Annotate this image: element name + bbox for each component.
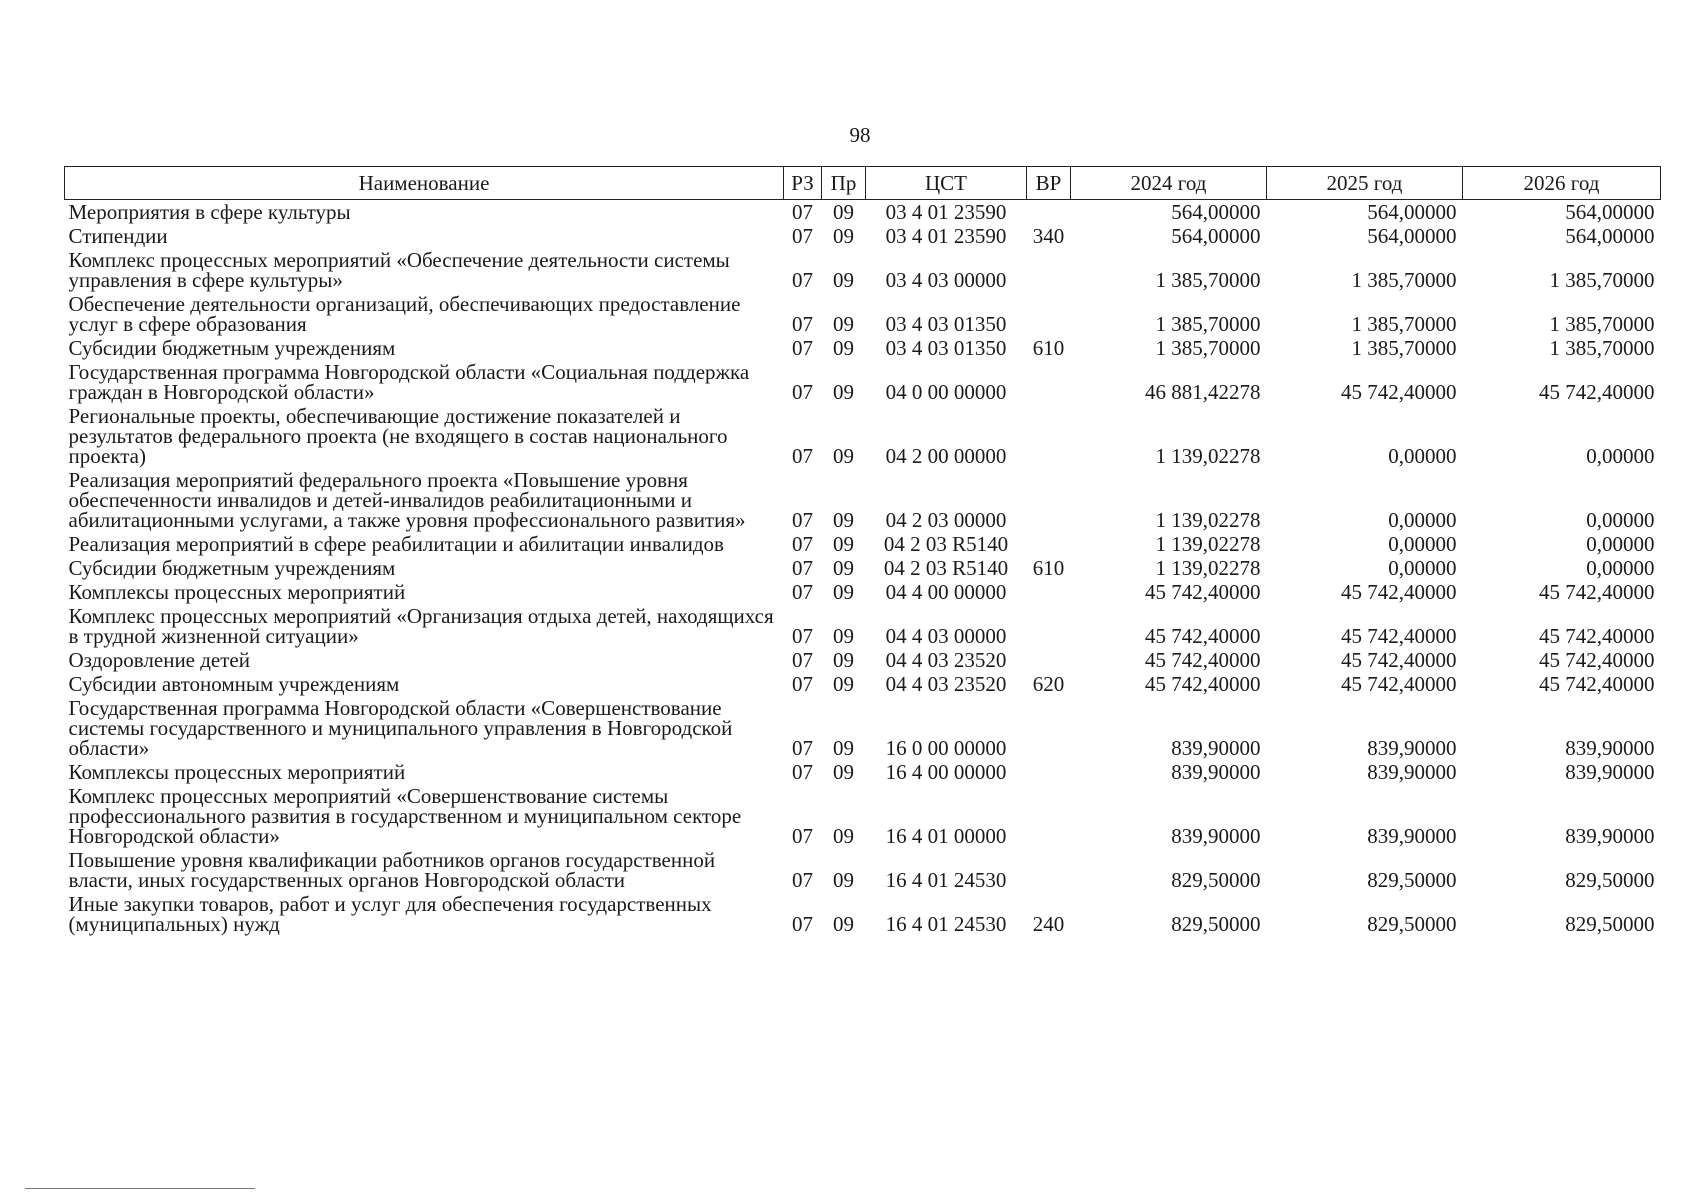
cell-2026: 1 385,70000 bbox=[1549, 268, 1655, 292]
cell-2024: 45 742,40000 bbox=[1145, 624, 1261, 648]
cell-2024: 1 139,02278 bbox=[1155, 532, 1261, 556]
cell-rz: 07 bbox=[792, 556, 813, 580]
cell-vr bbox=[1027, 848, 1071, 892]
cell-pr: 09 bbox=[833, 760, 854, 784]
table-row bbox=[65, 784, 1661, 848]
cell-2025: 1 385,70000 bbox=[1351, 336, 1457, 360]
cell-2024: 1 139,02278 bbox=[1155, 508, 1261, 532]
cell-cst: 03 4 03 01350 bbox=[885, 312, 1007, 336]
cell-name: Комплекс процессных мероприятий «Обеспечение деятельности системы управления в сфере культуры» bbox=[68, 248, 730, 292]
header-cst: ЦСТ bbox=[866, 167, 1027, 200]
cell-2026: 0,00000 bbox=[1586, 508, 1655, 532]
cell-rz: 07 bbox=[792, 912, 813, 936]
cell-2026: 839,90000 bbox=[1565, 824, 1655, 848]
cell-rz: 07 bbox=[792, 200, 813, 224]
cell-rz: 07 bbox=[792, 824, 813, 848]
cell-name: Комплекс процессных мероприятий «Совершенствование системы профессионального развития в государственном и муниципальном секторе Новгородской области» bbox=[68, 784, 742, 848]
cell-2024: 1 385,70000 bbox=[1155, 312, 1261, 336]
header-2026: 2026 год bbox=[1463, 167, 1661, 200]
cell-vr bbox=[1027, 468, 1071, 532]
cell-cst: 04 4 03 00000 bbox=[885, 624, 1007, 648]
table-row bbox=[65, 404, 1661, 468]
cell-vr bbox=[1027, 648, 1071, 672]
cell-rz: 07 bbox=[792, 268, 813, 292]
cell-cst: 03 4 03 01350 bbox=[885, 336, 1007, 360]
cell-cst: 04 2 00 00000 bbox=[885, 444, 1007, 468]
cell-2026: 45 742,40000 bbox=[1539, 624, 1655, 648]
cell-name: Комплексы процессных мероприятий bbox=[68, 760, 406, 784]
cell-name: Субсидии бюджетным учреждениям bbox=[68, 336, 396, 360]
cell-pr: 09 bbox=[833, 444, 854, 468]
cell-pr: 09 bbox=[833, 268, 854, 292]
cell-cst: 16 4 01 00000 bbox=[885, 824, 1007, 848]
cell-rz: 07 bbox=[792, 580, 813, 604]
cell-2025: 1 385,70000 bbox=[1351, 312, 1457, 336]
cell-2025: 1 385,70000 bbox=[1351, 268, 1457, 292]
cell-pr: 09 bbox=[833, 312, 854, 336]
cell-pr: 09 bbox=[833, 224, 854, 248]
cell-2024: 1 385,70000 bbox=[1155, 268, 1261, 292]
cell-2025: 564,00000 bbox=[1367, 224, 1457, 248]
header-2024: 2024 год bbox=[1071, 167, 1267, 200]
cell-2025: 0,00000 bbox=[1388, 532, 1457, 556]
cell-pr: 09 bbox=[833, 556, 854, 580]
table-row bbox=[65, 892, 1661, 936]
cell-2024: 46 881,42278 bbox=[1145, 380, 1261, 404]
cell-2024: 839,90000 bbox=[1171, 736, 1261, 760]
cell-2026: 1 385,70000 bbox=[1549, 336, 1655, 360]
cell-rz: 07 bbox=[792, 648, 813, 672]
cell-2026: 45 742,40000 bbox=[1539, 648, 1655, 672]
table-row bbox=[65, 848, 1661, 892]
cell-pr: 09 bbox=[833, 336, 854, 360]
cell-cst: 04 0 00 00000 bbox=[885, 380, 1007, 404]
cell-name: Мероприятия в сфере культуры bbox=[68, 200, 351, 224]
cell-rz: 07 bbox=[792, 532, 813, 556]
cell-rz: 07 bbox=[792, 760, 813, 784]
header-name: Наименование bbox=[65, 167, 784, 200]
cell-2024: 829,50000 bbox=[1171, 868, 1261, 892]
cell-vr bbox=[1027, 760, 1071, 784]
cell-pr: 09 bbox=[833, 912, 854, 936]
cell-2024: 1 139,02278 bbox=[1155, 556, 1261, 580]
cell-name: Реализация мероприятий федерального проекта «Повышение уровня обеспеченности инвалидов и детей-инвалидов реабилитационными и абилитационными услугами, а также уровня профессионального развития» bbox=[68, 468, 746, 532]
cell-vr bbox=[1027, 292, 1071, 336]
cell-cst: 03 4 03 00000 bbox=[885, 268, 1007, 292]
table-row bbox=[65, 468, 1661, 532]
cell-2025: 839,90000 bbox=[1367, 824, 1457, 848]
cell-2025: 45 742,40000 bbox=[1341, 380, 1457, 404]
cell-rz: 07 bbox=[792, 868, 813, 892]
cell-2025: 564,00000 bbox=[1367, 200, 1457, 224]
cell-cst: 04 2 03 R5140 bbox=[883, 532, 1009, 556]
cell-cst: 04 2 03 00000 bbox=[885, 508, 1007, 532]
cell-vr bbox=[1027, 360, 1071, 404]
table-row bbox=[65, 360, 1661, 404]
cell-2024: 839,90000 bbox=[1171, 760, 1261, 784]
header-pr: Пр bbox=[822, 167, 866, 200]
cell-pr: 09 bbox=[833, 868, 854, 892]
cell-name: Государственная программа Новгородской области «Социальная поддержка граждан в Новгородской области» bbox=[68, 360, 750, 404]
cell-rz: 07 bbox=[792, 312, 813, 336]
cell-name: Комплекс процессных мероприятий «Организация отдыха детей, находящихся в трудной жизненной ситуации» bbox=[68, 604, 774, 648]
cell-rz: 07 bbox=[792, 508, 813, 532]
cell-2025: 0,00000 bbox=[1388, 508, 1457, 532]
table-row bbox=[65, 248, 1661, 292]
cell-vr bbox=[1027, 580, 1071, 604]
cell-pr: 09 bbox=[833, 508, 854, 532]
cell-pr: 09 bbox=[833, 532, 854, 556]
cell-name: Региональные проекты, обеспечивающие достижение показателей и результатов федерального проекта (не входящего в состав национального проекта) bbox=[68, 404, 728, 468]
cell-2024: 1 139,02278 bbox=[1155, 444, 1261, 468]
cell-rz: 07 bbox=[792, 672, 813, 696]
cell-cst: 04 4 03 23520 bbox=[885, 648, 1007, 672]
table-row bbox=[65, 556, 1661, 580]
cell-name: Комплексы процессных мероприятий bbox=[68, 580, 406, 604]
cell-vr: 610 bbox=[1032, 336, 1065, 360]
header-vr: ВР bbox=[1027, 167, 1071, 200]
cell-vr: 340 bbox=[1032, 224, 1065, 248]
cell-2025: 839,90000 bbox=[1367, 760, 1457, 784]
cell-2025: 45 742,40000 bbox=[1341, 648, 1457, 672]
page-number: 98 bbox=[849, 123, 871, 147]
cell-cst: 04 4 00 00000 bbox=[885, 580, 1007, 604]
cell-cst: 16 0 00 00000 bbox=[885, 736, 1007, 760]
cell-2024: 564,00000 bbox=[1171, 224, 1261, 248]
cell-2026: 564,00000 bbox=[1565, 200, 1655, 224]
cell-2026: 839,90000 bbox=[1565, 760, 1655, 784]
cell-2026: 0,00000 bbox=[1586, 444, 1655, 468]
cell-2025: 839,90000 bbox=[1367, 736, 1457, 760]
cell-rz: 07 bbox=[792, 380, 813, 404]
cell-cst: 16 4 01 24530 bbox=[885, 912, 1007, 936]
cell-2025: 45 742,40000 bbox=[1341, 580, 1457, 604]
cell-vr bbox=[1027, 696, 1071, 760]
cell-vr: 240 bbox=[1032, 912, 1065, 936]
cell-name: Оздоровление детей bbox=[68, 648, 250, 672]
table-row bbox=[65, 224, 1661, 248]
cell-name: Повышение уровня квалификации работников органов государственной власти, иных государственных органов Новгородской области bbox=[68, 848, 716, 892]
cell-2024: 45 742,40000 bbox=[1145, 672, 1261, 696]
cell-cst: 03 4 01 23590 bbox=[885, 200, 1007, 224]
cell-2026: 45 742,40000 bbox=[1539, 672, 1655, 696]
cell-pr: 09 bbox=[833, 624, 854, 648]
header-2025: 2025 год bbox=[1267, 167, 1463, 200]
cell-cst: 04 2 03 R5140 bbox=[883, 556, 1009, 580]
cell-2026: 0,00000 bbox=[1586, 532, 1655, 556]
cell-2024: 1 385,70000 bbox=[1155, 336, 1261, 360]
cell-name: Реализация мероприятий в сфере реабилитации и абилитации инвалидов bbox=[68, 532, 724, 556]
cell-rz: 07 bbox=[792, 336, 813, 360]
cell-pr: 09 bbox=[833, 200, 854, 224]
cell-rz: 07 bbox=[792, 624, 813, 648]
cell-pr: 09 bbox=[833, 580, 854, 604]
table-header-row bbox=[65, 167, 1661, 200]
cell-2026: 839,90000 bbox=[1565, 736, 1655, 760]
cell-2025: 45 742,40000 bbox=[1341, 624, 1457, 648]
cell-vr bbox=[1027, 404, 1071, 468]
cell-2025: 0,00000 bbox=[1388, 444, 1457, 468]
cell-pr: 09 bbox=[833, 648, 854, 672]
table-row bbox=[65, 580, 1661, 604]
cell-rz: 07 bbox=[792, 224, 813, 248]
cell-2025: 0,00000 bbox=[1388, 556, 1457, 580]
cell-2024: 829,50000 bbox=[1171, 912, 1261, 936]
cell-2024: 564,00000 bbox=[1171, 200, 1261, 224]
table-row bbox=[65, 696, 1661, 760]
cell-vr bbox=[1027, 248, 1071, 292]
cell-pr: 09 bbox=[833, 824, 854, 848]
cell-2026: 0,00000 bbox=[1586, 556, 1655, 580]
table-row bbox=[65, 292, 1661, 336]
cell-name: Стипендии bbox=[68, 224, 168, 248]
cell-pr: 09 bbox=[833, 380, 854, 404]
table-row bbox=[65, 336, 1661, 360]
cell-name: Субсидии бюджетным учреждениям bbox=[68, 556, 396, 580]
cell-2024: 839,90000 bbox=[1171, 824, 1261, 848]
cell-2025: 45 742,40000 bbox=[1341, 672, 1457, 696]
cell-vr bbox=[1027, 784, 1071, 848]
cell-vr bbox=[1027, 604, 1071, 648]
cell-2026: 564,00000 bbox=[1565, 224, 1655, 248]
table-row bbox=[65, 672, 1661, 696]
table-row bbox=[65, 532, 1661, 556]
cell-2026: 45 742,40000 bbox=[1539, 380, 1655, 404]
cell-cst: 03 4 01 23590 bbox=[885, 224, 1007, 248]
cell-2026: 829,50000 bbox=[1565, 912, 1655, 936]
cell-vr: 620 bbox=[1032, 672, 1065, 696]
cell-2024: 45 742,40000 bbox=[1145, 580, 1261, 604]
table-row bbox=[65, 200, 1661, 225]
cell-2025: 829,50000 bbox=[1367, 868, 1457, 892]
cell-cst: 16 4 01 24530 bbox=[885, 868, 1007, 892]
cell-name: Иные закупки товаров, работ и услуг для обеспечения государственных (муниципальных) нужд bbox=[68, 892, 712, 936]
cell-pr: 09 bbox=[833, 736, 854, 760]
table-row bbox=[65, 648, 1661, 672]
cell-name: Государственная программа Новгородской области «Совершенствование системы государственного и муниципального управления в Новгородской области» bbox=[68, 696, 733, 760]
cell-name: Субсидии автономным учреждениям bbox=[68, 672, 400, 696]
cell-2024: 45 742,40000 bbox=[1145, 648, 1261, 672]
cell-rz: 07 bbox=[792, 444, 813, 468]
cell-vr bbox=[1027, 200, 1071, 225]
cell-cst: 16 4 00 00000 bbox=[885, 760, 1007, 784]
cell-2026: 829,50000 bbox=[1565, 868, 1655, 892]
cell-pr: 09 bbox=[833, 672, 854, 696]
cell-2025: 829,50000 bbox=[1367, 912, 1457, 936]
table-row bbox=[65, 604, 1661, 648]
cell-2026: 45 742,40000 bbox=[1539, 580, 1655, 604]
header-rz: РЗ bbox=[784, 167, 822, 200]
cell-vr bbox=[1027, 532, 1071, 556]
cell-2026: 1 385,70000 bbox=[1549, 312, 1655, 336]
budget-table bbox=[64, 166, 1661, 936]
table-body bbox=[65, 200, 1661, 937]
cell-cst: 04 4 03 23520 bbox=[885, 672, 1007, 696]
cell-vr: 610 bbox=[1032, 556, 1065, 580]
footnote-divider bbox=[25, 1188, 255, 1189]
table-row bbox=[65, 760, 1661, 784]
cell-name: Обеспечение деятельности организаций, обеспечивающих предоставление услуг в сфере образования bbox=[68, 292, 741, 336]
cell-rz: 07 bbox=[792, 736, 813, 760]
